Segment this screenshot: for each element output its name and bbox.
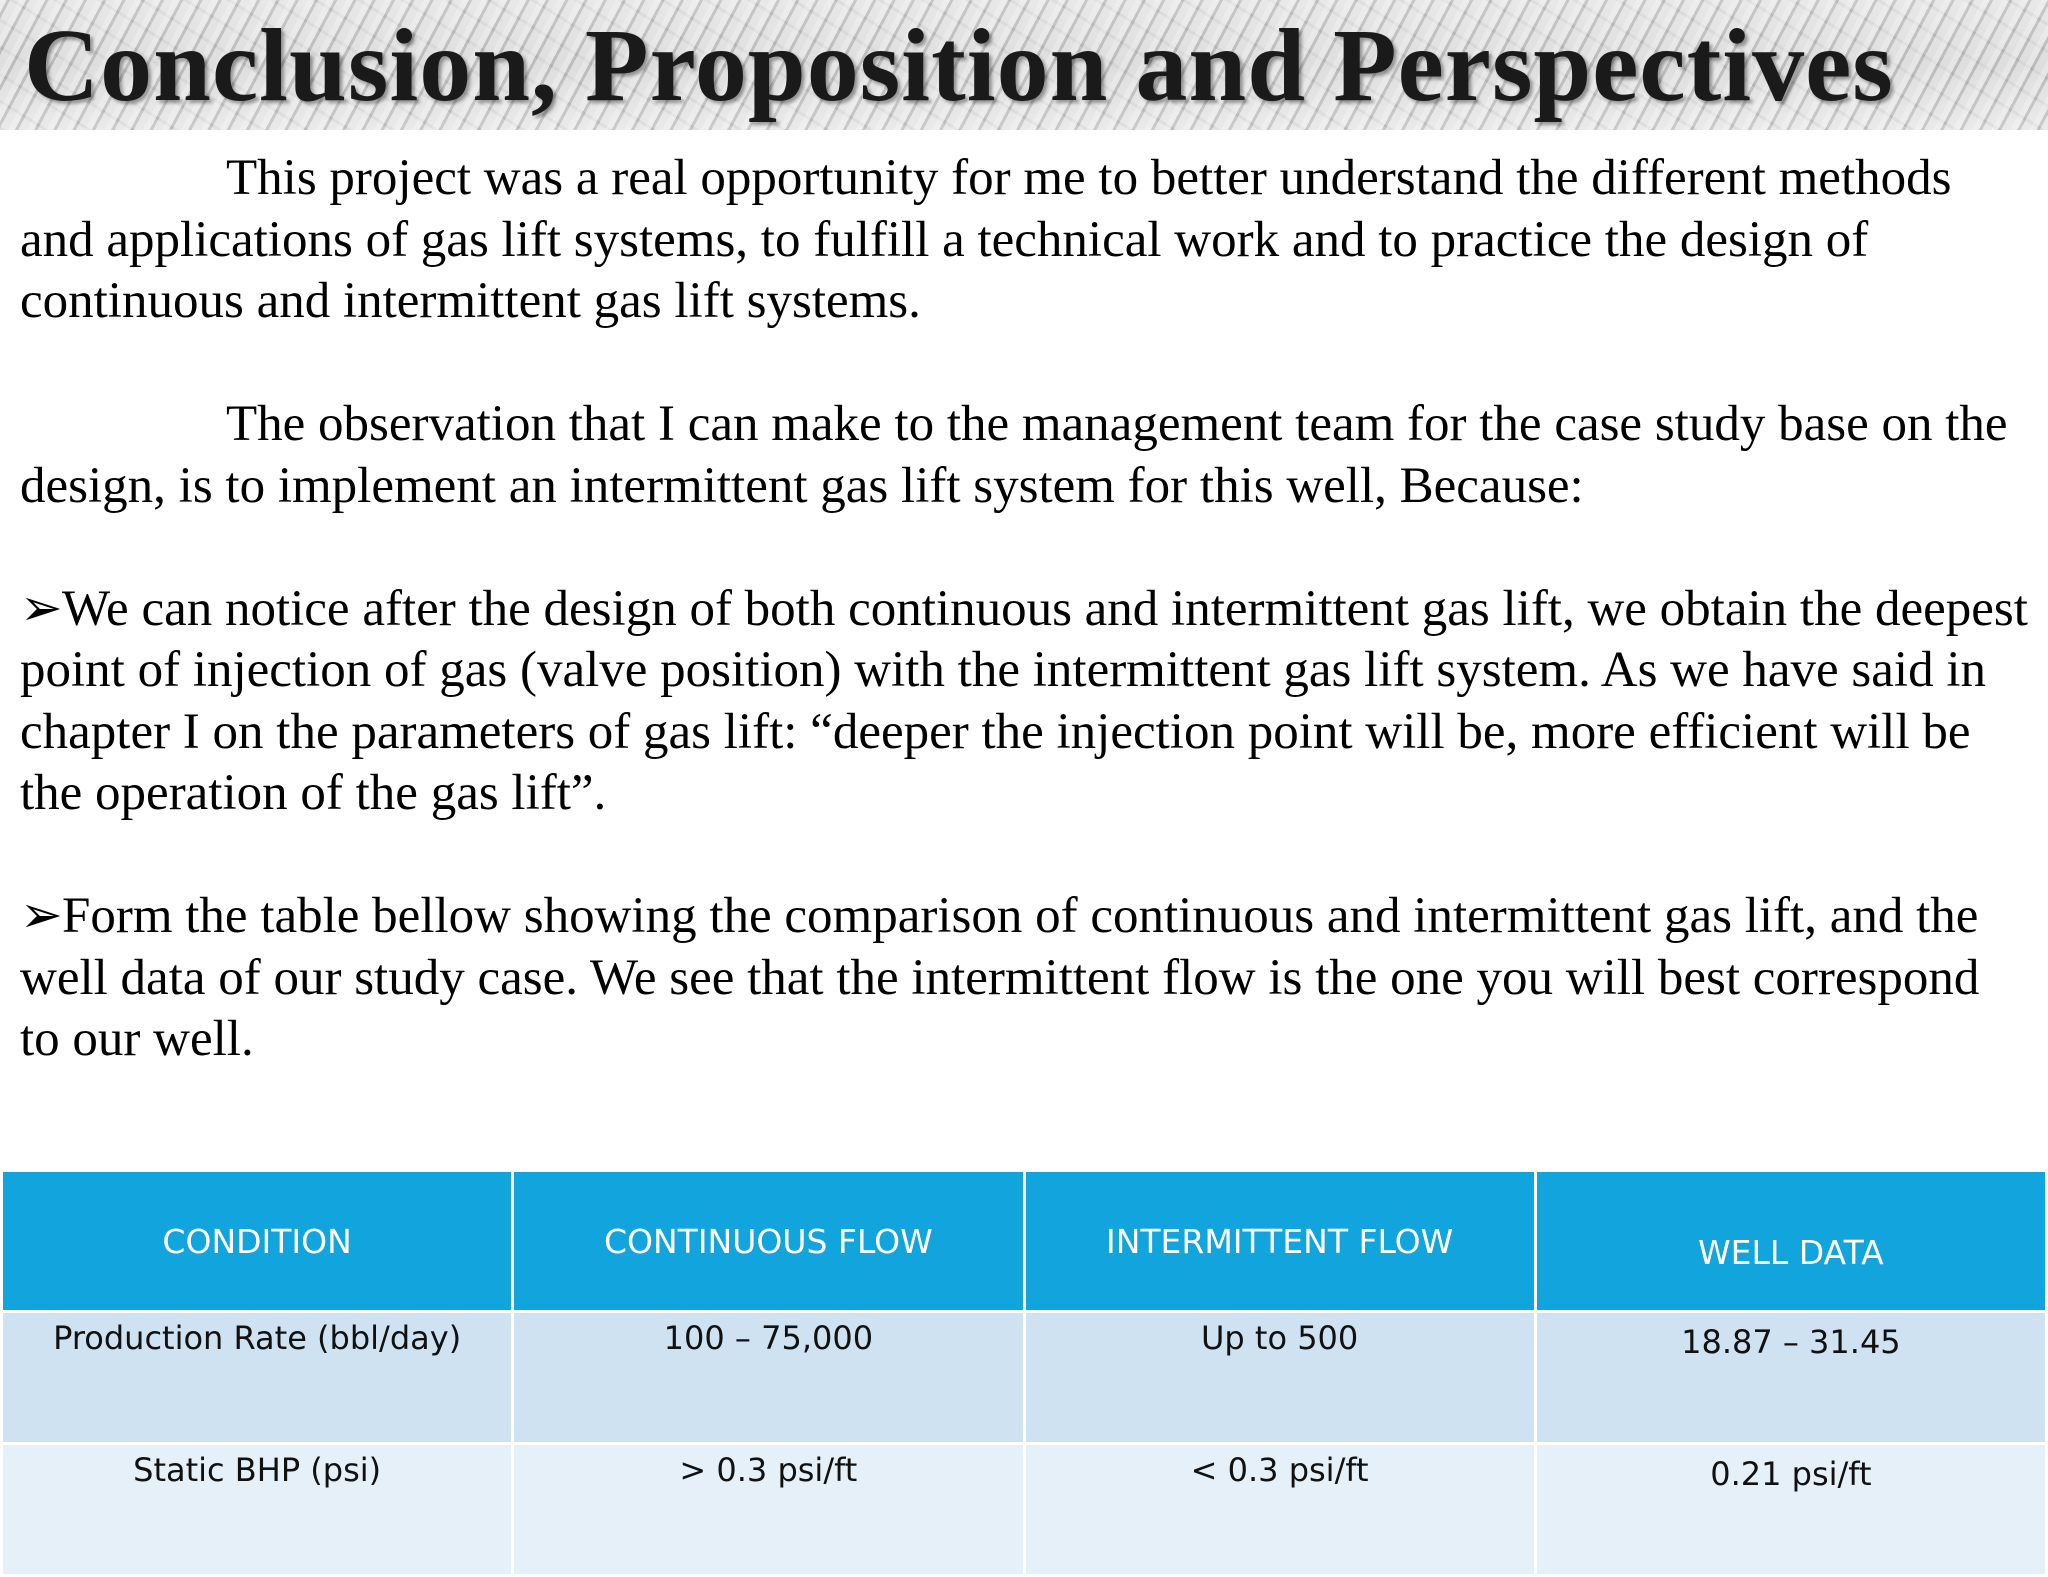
cell-intermittent: Up to 500 xyxy=(1024,1312,1535,1444)
header-condition: CONDITION xyxy=(2,1172,513,1312)
table-row xyxy=(2,1312,2047,1444)
paragraph-observation xyxy=(20,394,2030,517)
bullet-text-table-intro: Form the table bellow showing the comparison of continuous and intermittent gas lift, and the well data of our study case. We see that the intermittent flow is the one you will best correspond to our well. xyxy=(20,888,1980,1067)
arrow-bullet-icon: ➢ xyxy=(20,580,63,637)
cell-well-data: 18.87 – 31.45 xyxy=(1535,1312,2046,1444)
slide-body xyxy=(20,148,2030,1071)
cell-condition: Static BHP (psi) xyxy=(2,1444,513,1576)
arrow-bullet-icon: ➢ xyxy=(20,888,63,944)
header-well-data: WELL DATA xyxy=(1535,1172,2046,1312)
header-continuous-flow: CONTINUOUS FLOW xyxy=(513,1172,1024,1312)
bullet-item-table-intro xyxy=(20,886,2030,1071)
comparison-table xyxy=(0,1172,2048,1577)
cell-intermittent: < 0.3 psi/ft xyxy=(1024,1444,1535,1576)
cell-continuous: 100 – 75,000 xyxy=(513,1312,1024,1444)
cell-condition: Production Rate (bbl/day) xyxy=(2,1312,513,1444)
table-header-row xyxy=(2,1172,2047,1312)
cell-well-data: 0.21 psi/ft xyxy=(1535,1444,2046,1576)
paragraph-observation-text: The observation that I can make to the management team for the case study base on the design, is to implement an intermittent gas lift system for this well, Because: xyxy=(20,396,2008,514)
slide-title: Conclusion, Proposition and Perspectives xyxy=(24,8,1894,123)
paragraph-intro xyxy=(20,148,2030,333)
header-intermittent-flow: INTERMITTENT FLOW xyxy=(1024,1172,1535,1312)
bullet-text-deepest-point: We can notice after the design of both continuous and intermittent gas lift, we obtain the deepest point of injection of gas (valve position) with the intermittent gas lift system. As we have said in chapter I on the parameters of gas lift: “deeper the injection point will be, more efficient will be the operation of the gas lift”. xyxy=(20,580,2028,821)
table-row xyxy=(2,1444,2047,1576)
paragraph-intro-text: This project was a real opportunity for me to better understand the different methods and applications of gas lift systems, to fulfill a technical work and to practice the design of continuous and intermittent gas lift systems. xyxy=(20,150,1952,329)
bullet-item-deepest-point xyxy=(20,579,2030,825)
title-banner xyxy=(0,0,2048,130)
cell-continuous: > 0.3 psi/ft xyxy=(513,1444,1024,1576)
